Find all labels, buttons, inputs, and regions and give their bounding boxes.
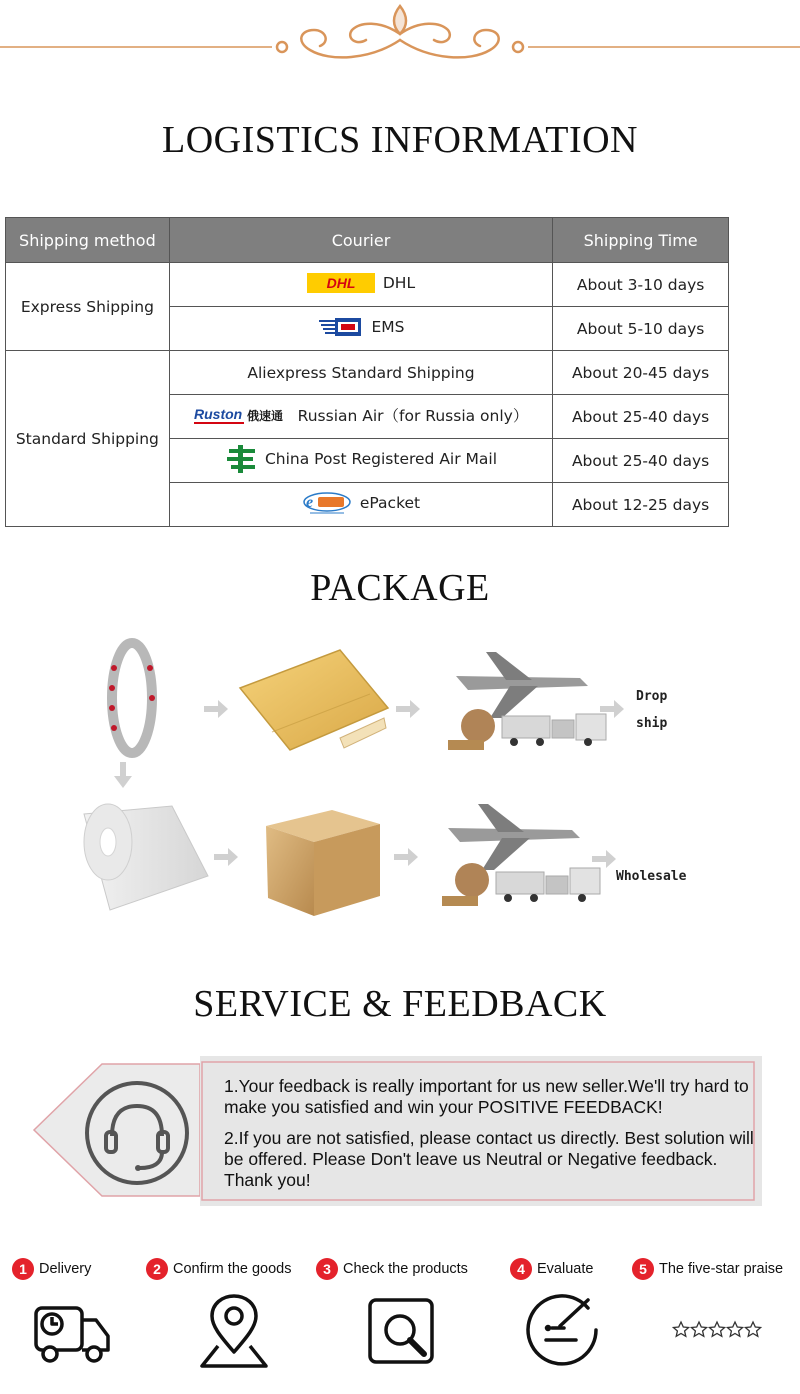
five-stars-icon <box>672 1290 766 1370</box>
shipping-transport-image <box>448 652 606 750</box>
courier-cell <box>169 307 552 351</box>
courier-cell <box>169 395 552 439</box>
arrow-right-icon <box>394 848 418 866</box>
svg-text:e: e <box>305 493 313 511</box>
time-cell: About 5-10 days <box>553 307 729 351</box>
time-cell: About 20-45 days <box>553 351 729 395</box>
package-title: PACKAGE <box>310 567 490 609</box>
service-title: SERVICE & FEEDBACK <box>193 983 607 1025</box>
step-label: Confirm the goods <box>173 1261 292 1277</box>
step-confirm <box>146 1258 291 1388</box>
bubble-wrap-image <box>84 804 208 910</box>
delivery-truck-icon <box>32 1290 112 1370</box>
courier-name: DHL <box>382 273 416 292</box>
step-number: 4 <box>510 1258 532 1280</box>
evaluate-icon <box>524 1290 604 1370</box>
courier-name: EMS <box>371 317 405 336</box>
step-label: Check the products <box>343 1261 468 1277</box>
shipping-table <box>5 217 729 527</box>
step-check <box>316 1258 468 1388</box>
header-ornament <box>0 0 800 70</box>
ruston-logo-text: Ruston <box>193 405 242 422</box>
feedback-paragraph-2: 2.If you are not satisfied, please contact us directly. Best solution will be offered. Please Don't leave us Neutral or Negative feedback. Thank you! <box>224 1128 754 1190</box>
magnifier-icon <box>364 1290 444 1370</box>
step-label: Delivery <box>39 1261 92 1277</box>
header-courier: Courier <box>169 218 552 263</box>
epacket-logo-icon <box>302 491 352 515</box>
bracelet-image <box>109 643 155 753</box>
courier-name: China Post Registered Air Mail <box>264 449 498 468</box>
feedback-paragraph-1: 1.Your feedback is really important for us new seller.We'll try hard to make you satisfied and win your POSITIVE FEEDBACK! <box>224 1076 749 1117</box>
step-label: Evaluate <box>537 1261 594 1277</box>
table-row <box>6 351 729 395</box>
courier-name: ePacket <box>359 493 421 512</box>
table-row <box>6 263 729 307</box>
padded-envelope-image <box>240 650 388 750</box>
cardboard-box-image <box>266 810 380 916</box>
location-pin-icon <box>194 1290 274 1370</box>
logistics-title: LOGISTICS INFORMATION <box>161 119 639 161</box>
service-feedback-box <box>30 1056 765 1211</box>
arrow-right-icon <box>396 700 420 718</box>
shipping-transport-image <box>442 804 600 906</box>
dhl-logo-icon <box>307 273 375 293</box>
header-shipping-time: Shipping Time <box>553 218 729 263</box>
header-shipping-method: Shipping method <box>6 218 170 263</box>
service-steps <box>0 1258 800 1394</box>
step-number: 2 <box>146 1258 168 1280</box>
courier-name: Aliexpress Standard Shipping <box>247 363 475 382</box>
arrow-right-icon <box>214 848 238 866</box>
ship-label: ship <box>636 716 668 731</box>
package-flow <box>40 628 760 938</box>
step-evaluate <box>510 1258 593 1388</box>
china-post-logo-icon <box>225 445 257 473</box>
service-text <box>224 1076 754 1201</box>
arrow-right-icon <box>204 700 228 718</box>
headset-support-icon <box>82 1078 192 1188</box>
dhl-logo-text: DHL <box>326 274 356 291</box>
step-number: 1 <box>12 1258 34 1280</box>
arrow-down-icon <box>114 762 132 788</box>
arrow-right-icon <box>592 850 616 868</box>
step-praise <box>632 1258 783 1388</box>
drop-label: Drop <box>636 689 668 704</box>
courier-name: Russian Air（for Russia only） <box>297 406 529 425</box>
step-delivery <box>12 1258 91 1388</box>
time-cell: About 3-10 days <box>553 263 729 307</box>
ems-logo-icon <box>317 316 363 338</box>
courier-cell <box>169 483 552 527</box>
time-cell: About 25-40 days <box>553 439 729 483</box>
step-label: The five-star praise <box>659 1261 784 1277</box>
courier-cell <box>169 263 552 307</box>
method-standard: Standard Shipping <box>6 351 170 527</box>
time-cell: About 12-25 days <box>553 483 729 527</box>
ruston-logo-icon <box>194 404 290 426</box>
method-express: Express Shipping <box>6 263 170 351</box>
table-header-row <box>6 218 729 263</box>
step-number: 3 <box>316 1258 338 1280</box>
ruston-logo-cn: 俄速通 <box>246 408 283 423</box>
courier-cell <box>169 439 552 483</box>
wholesale-label: Wholesale <box>616 869 687 884</box>
step-number: 5 <box>632 1258 654 1280</box>
courier-cell <box>169 351 552 395</box>
package-flow-diagram <box>40 628 760 938</box>
time-cell: About 25-40 days <box>553 395 729 439</box>
